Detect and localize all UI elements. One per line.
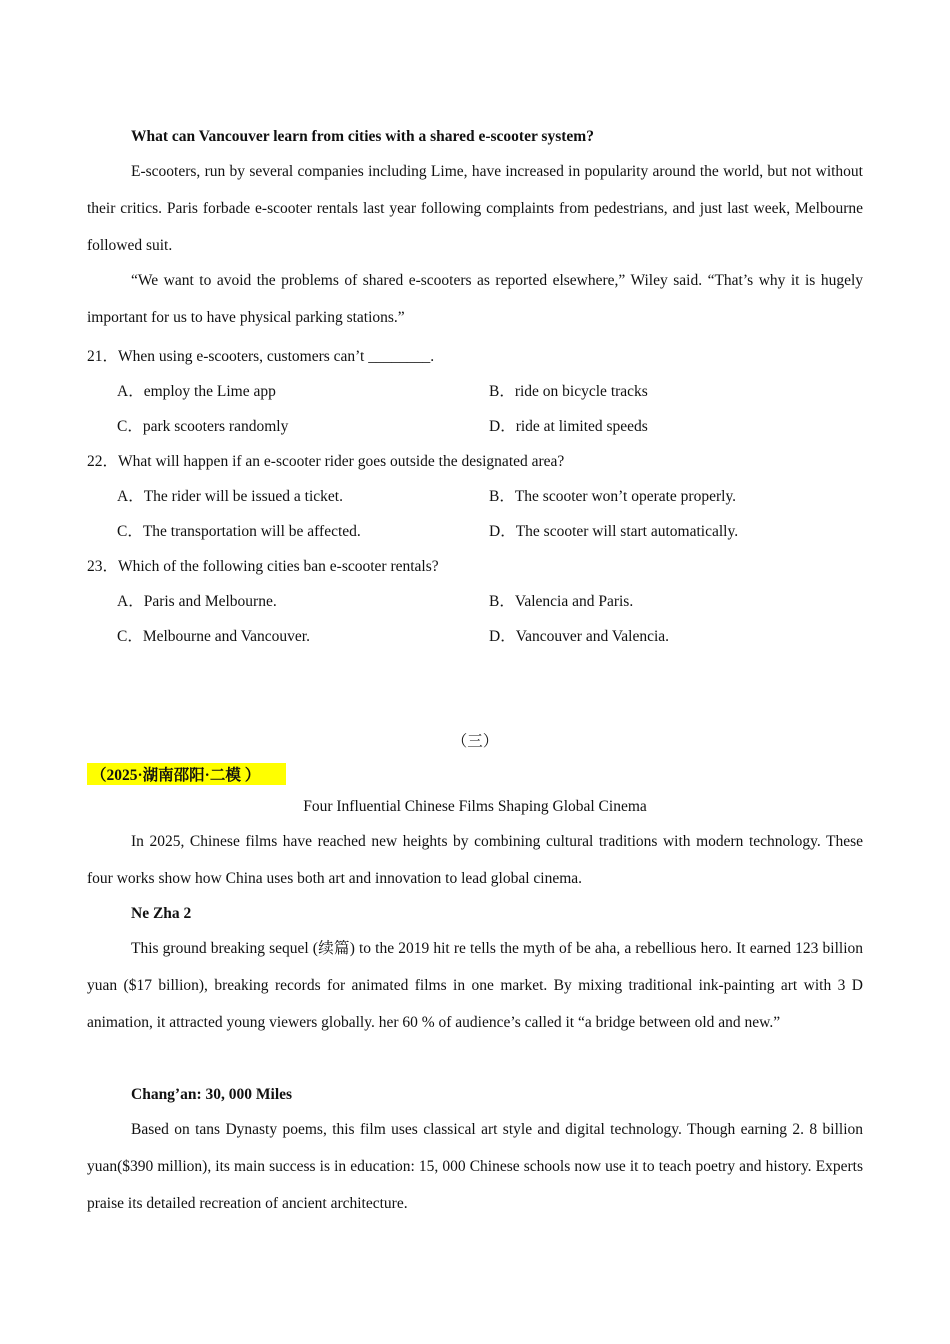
article-intro: In 2025, Chinese films have reached new heights by combining cultural traditions with modern technology. These four works show how China uses both art and innovation to lead global cinema. [87,833,863,887]
question-22-stem: 22．What will happen if an e-scooter rider goes outside the designated area? [87,453,565,470]
film-1-text: This ground breaking sequel (续篇) to the 2019 hit re tells the myth of be aha, a rebellious hero. It earned 123 billion yuan ($17 billion), breaking records for animated films in one market. By mixing traditional ink-painting art with 3 D animation, it attracted young viewers globally. her 60 % of audience’s called it “a bridge between old and new.” [87,940,863,1031]
question-21-option-c: C．park scooters randomly [117,418,289,435]
question-23-option-c: C．Melbourne and Vancouver. [117,628,310,645]
question-23-option-a: A．Paris and Melbourne. [117,593,277,610]
passage-heading: What can Vancouver learn from cities with a shared e-scooter system? [131,128,594,145]
part-label: （三） [451,733,499,750]
film-2-text: Based on tans Dynasty poems, this film uses classical art style and digital technology. Though earning 2. 8 billion yuan($390 million), its main success is in education: 15, 000 Chinese schools now use it to teach poetry and history. Experts praise its detailed recreation of ancient architecture. [87,1121,863,1212]
question-21-option-b: B．ride on bicycle tracks [489,383,648,400]
question-23-option-d: D．Vancouver and Valencia. [489,628,670,645]
film-2-title: Chang’an: 30, 000 Miles [131,1086,293,1103]
question-22-option-c: C．The transportation will be affected. [117,523,361,540]
passage-paragraph-1: E-scooters, run by several companies including Lime, have increased in popularity around the world, but not without their critics. Paris forbade e-scooter rentals last year following complaints from pedestrians, and just last week, Melbourne followed suit. [87,163,863,254]
question-22-option-a: A．The rider will be issued a ticket. [117,488,343,505]
question-23-option-b: B．Valencia and Paris. [489,593,634,610]
question-23-stem: 23．Which of the following cities ban e-scooter rentals? [87,558,439,575]
question-22-option-d: D．The scooter will start automatically. [489,523,739,540]
article-title: Four Influential Chinese Films Shaping Global Cinema [303,798,647,815]
passage-paragraph-2: “We want to avoid the problems of shared e-scooters as reported elsewhere,” Wiley said. “That’s why it is hugely important for us to have physical parking stations.” [87,272,863,326]
question-21-stem: 21．When using e-scooters, customers can’t ________. [87,348,435,365]
question-21-option-a: A．employ the Lime app [117,383,276,400]
question-22-option-b: B．The scooter won’t operate properly. [489,488,737,505]
film-1-title: Ne Zha 2 [131,905,192,922]
question-21-option-d: D．ride at limited speeds [489,418,648,435]
source-tag: （2025·湖南邵阳·二模 ） [87,763,286,785]
